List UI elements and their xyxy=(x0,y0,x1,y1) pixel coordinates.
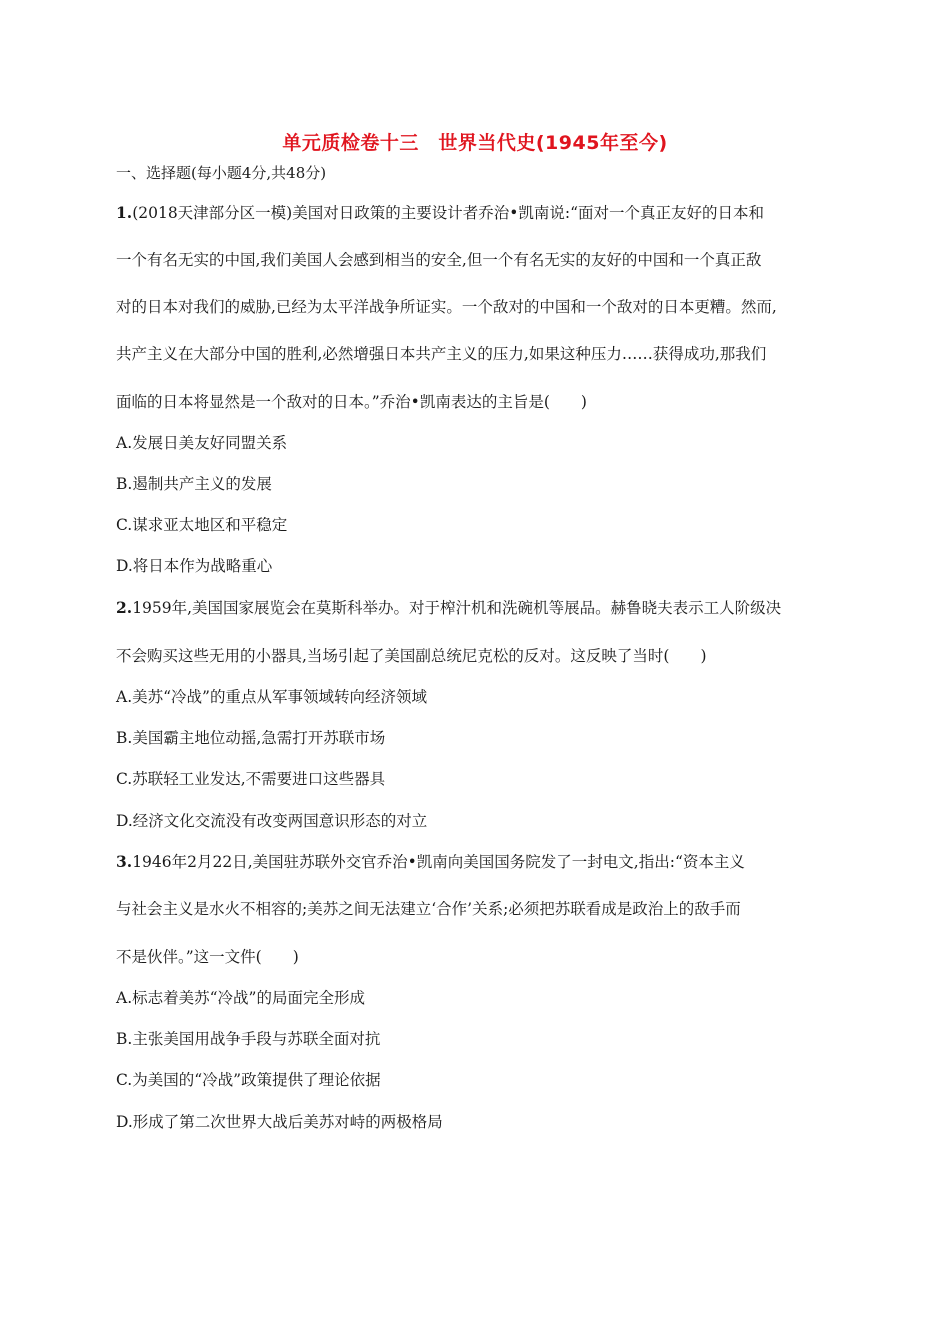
question-number: 3. xyxy=(116,852,133,871)
question-3-option-c: C.为美国的“冷战”政策提供了理论依据 xyxy=(116,1071,381,1089)
question-1-option-a: A.发展日美友好同盟关系 xyxy=(116,434,288,452)
question-number: 2. xyxy=(116,598,133,617)
question-3-line-2: 与社会主义是水火不相容的;美苏之间无法建立‘合作’关系;必须把苏联看成是政治上的敌手而 xyxy=(116,900,741,918)
question-1-option-c: C.谋求亚太地区和平稳定 xyxy=(116,516,288,534)
question-3-option-d: D.形成了第二次世界大战后美苏对峙的两极格局 xyxy=(116,1113,443,1131)
question-1-line-3: 对的日本对我们的威胁,已经为太平洋战争所证实。一个敌对的中国和一个敌对的日本更糟。然而, xyxy=(116,298,777,316)
question-2-option-c: C.苏联轻工业发达,不需要进口这些器具 xyxy=(116,770,386,788)
question-1-line-5: 面临的日本将显然是一个敌对的日本。”乔治•凯南表达的主旨是( ) xyxy=(116,393,587,411)
question-2-option-a: A.美苏“冷战”的重点从军事领域转向经济领域 xyxy=(116,688,427,706)
question-1-line-1 xyxy=(116,203,764,223)
question-3-option-a: A.标志着美苏“冷战”的局面完全形成 xyxy=(116,989,365,1007)
section-heading: 一、选择题(每小题4分,共48分) xyxy=(116,164,327,182)
question-2-option-b: B.美国霸主地位动摇,急需打开苏联市场 xyxy=(116,729,386,747)
question-2-option-d: D.经济文化交流没有改变两国意识形态的对立 xyxy=(116,812,428,830)
question-text: 1959年,美国国家展览会在莫斯科举办。对于榨汁机和洗碗机等展品。赫鲁晓夫表示工人阶级决 xyxy=(132,599,782,617)
question-3-line-3: 不是伙伴。”这一文件( ) xyxy=(116,948,299,966)
question-text: (2018天津部分区一模)美国对日政策的主要设计者乔治•凯南说:“面对一个真正友好的日本和 xyxy=(132,204,765,222)
question-3-line-1 xyxy=(116,852,745,872)
question-3-option-b: B.主张美国用战争手段与苏联全面对抗 xyxy=(116,1030,381,1048)
question-1-option-b: B.遏制共产主义的发展 xyxy=(116,475,272,493)
question-number: 1. xyxy=(116,203,133,222)
question-1-option-d: D.将日本作为战略重心 xyxy=(116,557,273,575)
question-1-line-4: 共产主义在大部分中国的胜利,必然增强日本共产主义的压力,如果这种压力……获得成功,那我们 xyxy=(116,345,767,363)
question-2-line-2: 不会购买这些无用的小器具,当场引起了美国副总统尼克松的反对。这反映了当时( ) xyxy=(116,647,707,665)
page-title: 单元质检卷十三 世界当代史(1945年至今) xyxy=(282,132,668,154)
question-text: 1946年2月22日,美国驻苏联外交官乔治•凯南向美国国务院发了一封电文,指出:“资本主义 xyxy=(132,853,745,871)
question-2-line-1 xyxy=(116,598,781,618)
question-1-line-2: 一个有名无实的中国,我们美国人会感到相当的安全,但一个有名无实的友好的中国和一个真正敌 xyxy=(116,251,762,269)
